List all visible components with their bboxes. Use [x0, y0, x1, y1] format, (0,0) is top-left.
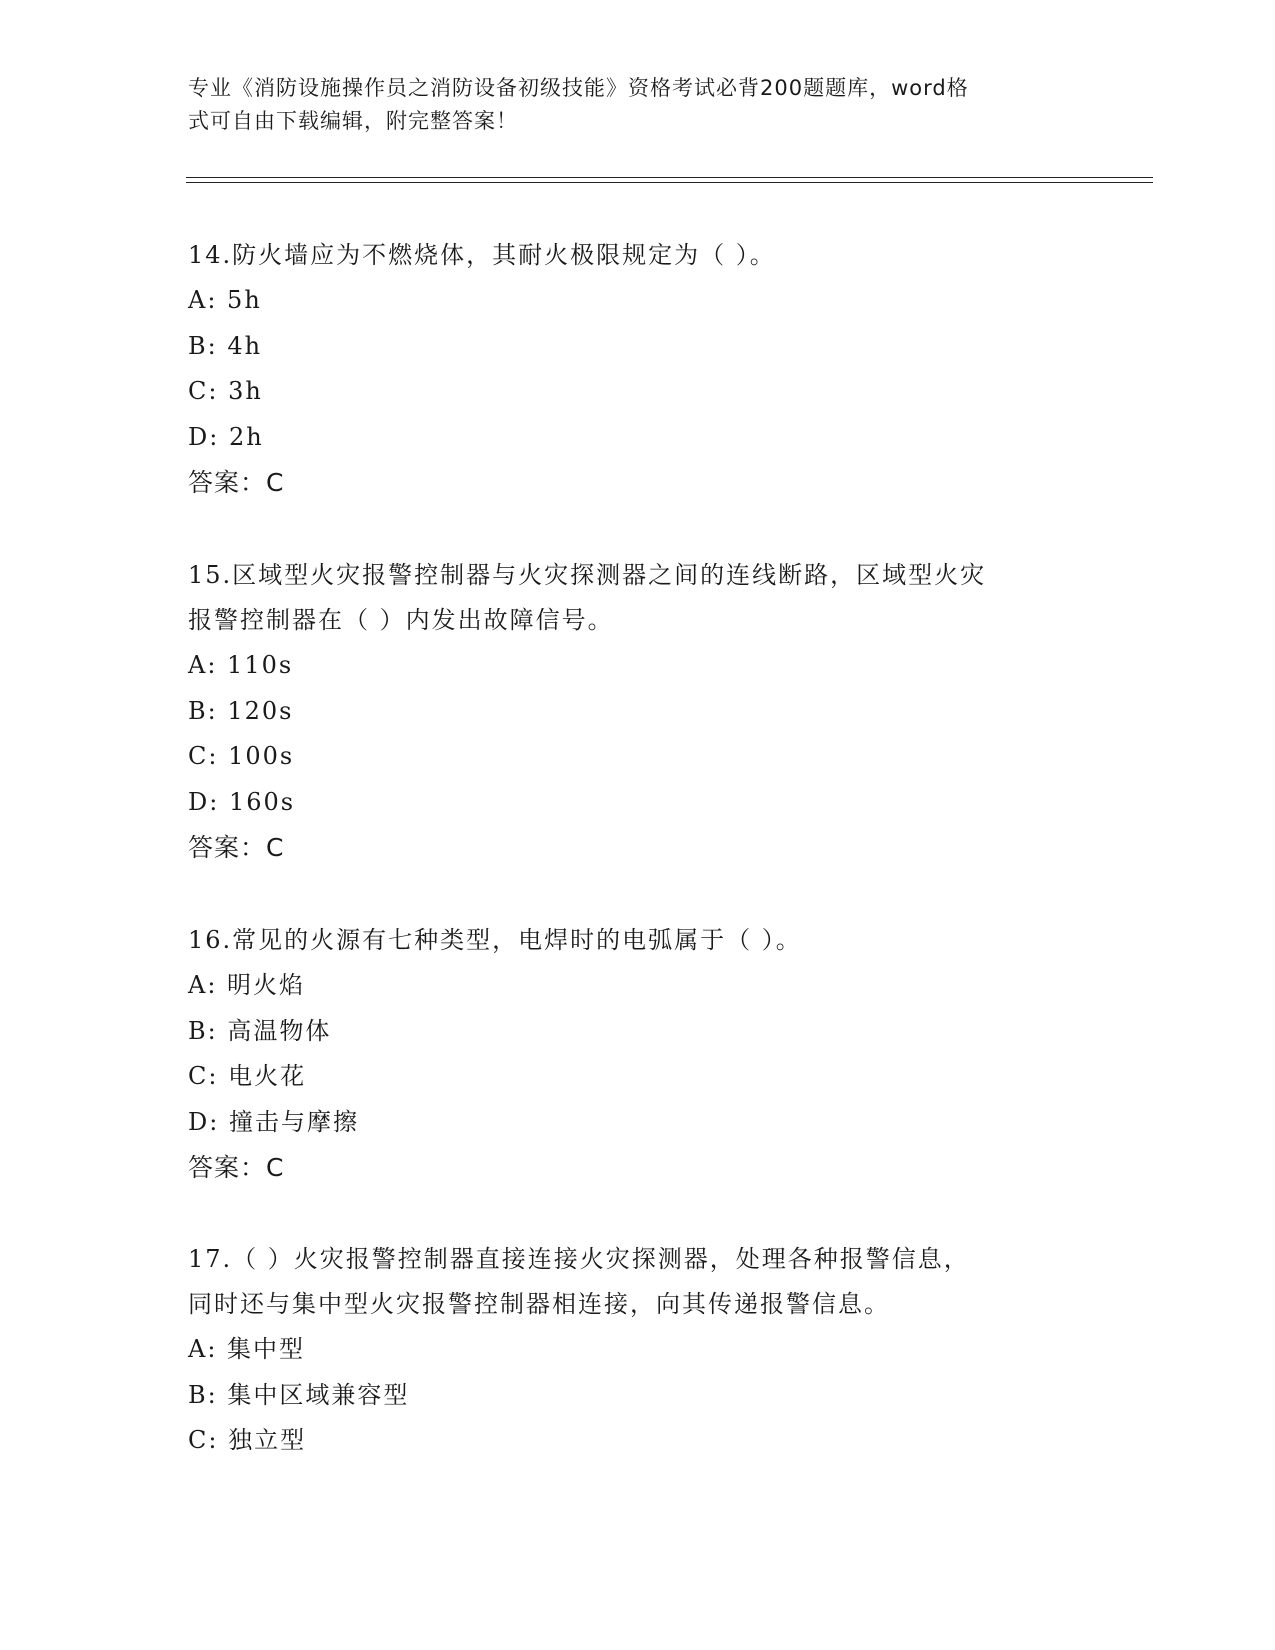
question-stem-line-1: 15.区域型火灾报警控制器与火灾探测器之间的连线断路，区域型火灾: [188, 561, 987, 589]
question-stem: 14.防火墙应为不燃烧体，其耐火极限规定为（ ）。: [188, 241, 776, 269]
option-b: B: 高温物体: [188, 1016, 332, 1045]
option-d: D: 160s: [188, 787, 296, 816]
option-a: A: 110s: [188, 651, 294, 679]
question-stem-line-1: 17.（ ）火灾报警控制器直接连接火灾探测器，处理各种报警信息，: [188, 1245, 970, 1273]
option-c: C: 3h: [188, 377, 263, 405]
header-line-1: 专业《消防设施操作员之消防设备初级技能》资格考试必背200题题库，word格: [188, 76, 969, 100]
question-17: [188, 1237, 1088, 1464]
option-d: D: 2h: [188, 422, 264, 451]
question-15: [188, 553, 1088, 870]
option-c: C: 100s: [188, 742, 295, 770]
answer: 答案：C: [188, 468, 285, 497]
option-b: B: 4h: [188, 331, 263, 360]
document-header: [188, 72, 1068, 138]
option-b: B: 120s: [188, 696, 294, 725]
option-c: C: 电火花: [188, 1062, 307, 1090]
option-b: B: 集中区域兼容型: [188, 1380, 410, 1409]
header-divider-bottom: [186, 182, 1153, 183]
question-stem: 16.常见的火源有七种类型，电焊时的电弧属于（ ）。: [188, 926, 802, 954]
header-divider-top: [186, 177, 1153, 178]
option-a: A: 5h: [188, 286, 262, 314]
question-stem-line-2: 报警控制器在（ ）内发出故障信号。: [188, 606, 614, 634]
header-line-2: 式可自由下载编辑，附完整答案！: [188, 109, 518, 133]
option-a: A: 集中型: [188, 1335, 306, 1363]
option-c: C: 独立型: [188, 1426, 307, 1454]
answer: 答案：C: [188, 1153, 285, 1182]
option-d: D: 撞击与摩擦: [188, 1107, 359, 1136]
question-16: [188, 918, 1088, 1190]
answer: 答案：C: [188, 833, 285, 862]
question-stem-line-2: 同时还与集中型火灾报警控制器相连接，向其传递报警信息。: [188, 1290, 890, 1318]
option-a: A: 明火焰: [188, 971, 306, 999]
question-14: [188, 233, 1088, 505]
